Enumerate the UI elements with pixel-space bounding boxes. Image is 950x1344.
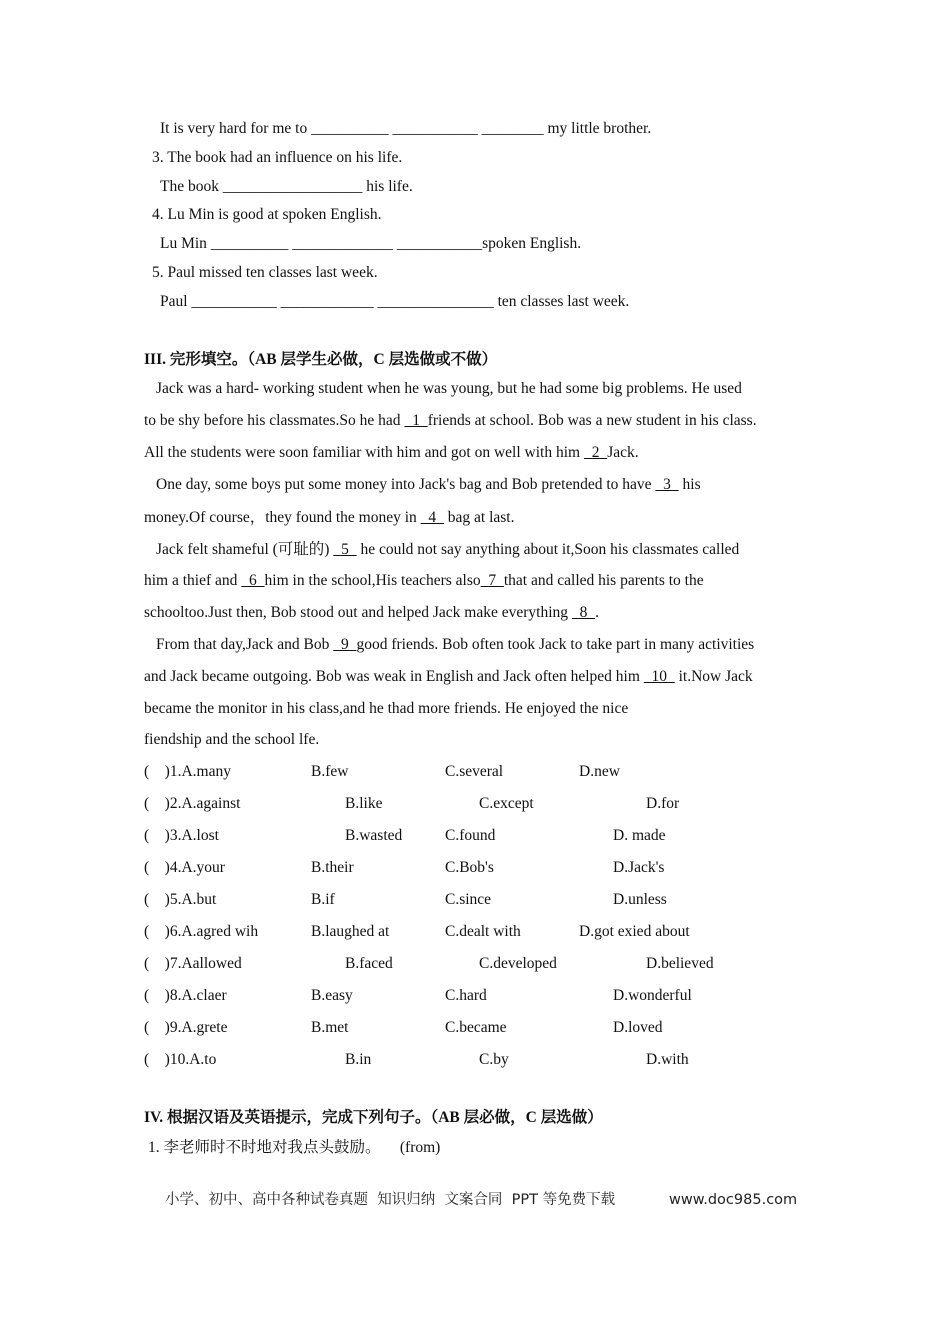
option-b: B.in [345,1051,372,1068]
option-b: B.few [311,763,349,780]
text: One day, some boys put some money into Jack's bag and Bob pretended to have [156,476,656,493]
text: his [678,476,701,493]
passage-line [144,571,704,591]
option-c: C.since [445,891,492,908]
option-d: D.Jack's [613,859,665,876]
option-b: B.like [345,795,383,812]
rewrite-line-4 [160,234,581,254]
passage-line [156,635,754,655]
text: spoken English. [482,235,582,252]
text: Jack felt shameful (可耻的) [156,541,334,558]
option-c: C.developed [479,955,557,972]
answer-blanks: __________________ [222,178,363,195]
blank-3: 3 [655,476,679,493]
text: The book [160,178,219,195]
text: Lu Min [160,235,207,252]
text: It is very hard for me to [160,120,308,137]
option-d: D.with [646,1051,689,1068]
passage-line [144,443,639,463]
passage-line [144,603,599,623]
text: it.Now Jack [674,668,753,685]
text: Jack was a hard- working student when he was young, but he had some big problems. He used [156,380,742,397]
text: to be shy before his classmates.So he had [144,412,405,429]
rewrite-line-2 [160,119,651,139]
rewrite-line-5 [160,292,629,312]
text: All the students were soon familiar with him and got on well with him [144,444,584,461]
option-b: B.met [311,1019,349,1036]
passage-line [144,699,628,719]
blank-6: 6 [241,572,265,589]
text: . [595,604,600,621]
text: that and called his parents to the [503,572,704,589]
option-b: B.their [311,859,354,876]
text: friends at school. Bob was a new student in his class. [427,412,757,429]
passage-line [156,379,742,399]
text: bag at last. [443,509,515,526]
option-d: D.for [646,795,680,812]
option-a: ( )5.A.but [144,891,217,908]
section-4-question-1: 1. 李老师时不时地对我点头鼓励。 (from) [148,1139,441,1156]
blank-5: 5 [333,541,357,558]
section-3-heading: III. 完形填空。（AB 层学生必做，C 层选做或不做） [144,351,498,368]
passage-line [144,667,753,687]
text: From that day,Jack and Bob [156,636,334,653]
passage-line [144,411,757,431]
option-d: D.loved [613,1019,663,1036]
footer-url[interactable]: www.doc985.com [669,1192,798,1208]
option-a: ( )4.A.your [144,859,225,876]
passage-line [156,475,701,495]
option-c: C.became [445,1019,507,1036]
option-a: ( )1.A.many [144,763,231,780]
question-3: 3. The book had an influence on his life. [152,149,403,166]
option-d: D. made [613,827,666,844]
blank-9: 9 [333,636,357,653]
text: he could not say anything about it,Soon his classmates called [356,541,740,558]
option-a: ( )3.A.lost [144,827,219,844]
option-b: B.laughed at [311,923,390,940]
question-5: 5. Paul missed ten classes last week. [152,264,378,281]
text: and Jack became outgoing. Bob was weak in English and Jack often helped him [144,668,644,685]
option-d: D.unless [613,891,667,908]
option-b: B.wasted [345,827,403,844]
option-b: B.faced [345,955,393,972]
option-d: D.new [579,763,620,780]
text: became the monitor in his class,and he thad more friends. He enjoyed the nice [144,700,629,717]
blank-10: 10 [643,668,675,685]
option-a: ( )2.A.against [144,795,241,812]
blank-4: 4 [420,509,444,526]
footer-text: 小学、初中、高中各种试卷真题 知识归纳 文案合同 PPT 等免费下载 [165,1192,616,1208]
text: Paul [160,293,188,310]
option-b: B.easy [311,987,353,1004]
text: schooltoo.Just then, Bob stood out and helped Jack make everything [144,604,572,621]
option-a: ( )8.A.claer [144,987,227,1004]
section-4-heading: IV. 根据汉语及英语提示，完成下列句子。（AB 层必做，C 层选做） [144,1109,603,1126]
option-c: C.hard [445,987,487,1004]
option-c: C.several [445,763,504,780]
blank-2: 2 [583,444,608,461]
option-c: C.except [479,795,534,812]
blank-1: 1 [404,412,428,429]
option-d: D.believed [646,955,714,972]
rewrite-line-3 [160,177,413,197]
option-d: D.got exied about [579,923,690,940]
text: good friends. Bob often took Jack to take part in many activities [356,636,755,653]
blank-8: 8 [571,604,596,621]
text: ten classes last week. [497,293,630,310]
option-a: ( )10.A.to [144,1051,217,1068]
answer-blanks: __________ ___________ ________ [311,120,544,137]
option-a: ( )9.A.grete [144,1019,228,1036]
option-c: C.Bob's [445,859,494,876]
option-b: B.if [311,891,335,908]
text: money.Of course，they found the money in [144,509,421,526]
option-a: ( )7.Aallowed [144,955,242,972]
text: my little brother. [547,120,652,137]
question-4: 4. Lu Min is good at spoken English. [152,206,382,223]
option-c: C.by [479,1051,509,1068]
blank-7: 7 [480,572,504,589]
answer-blanks: ___________ ____________ _______________ [191,293,494,310]
text: him in the school,His teachers also [264,572,481,589]
text: fiendship and the school lfe. [144,731,320,748]
text: his life. [366,178,413,195]
text: Jack. [607,444,639,461]
answer-blanks: __________ _____________ ___________ [210,235,483,252]
option-a: ( )6.A.agred wih [144,923,259,940]
option-d: D.wonderful [613,987,692,1004]
passage-line [156,540,739,560]
option-c: C.dealt with [445,923,521,940]
passage-line [144,730,319,750]
text: him a thief and [144,572,242,589]
option-c: C.found [445,827,496,844]
passage-line [144,508,514,528]
